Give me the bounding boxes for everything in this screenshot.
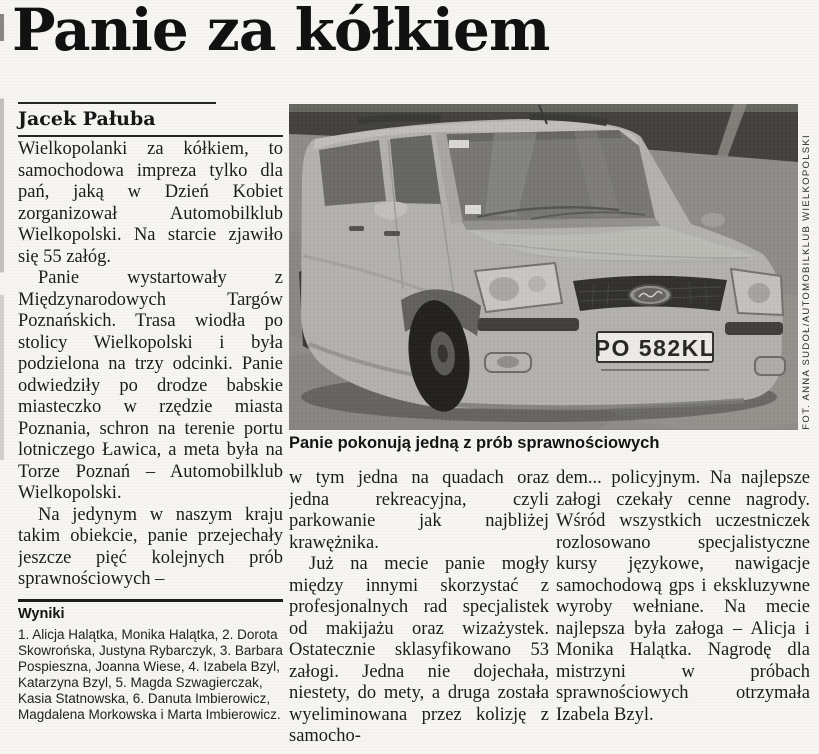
results-entries: 1. Alicja Halątka, Monika Halątka, 2. Dorota Skowrońska, Justyna Rybarczyk, 3. Barbara Pospieszna, Joanna Wiese, 4. Izabela Bzyl, Katarzyna Bzyl, 5. Magda Szwagierczak, Kasia Statnowska, 6. Danuta Imbierowicz, Magdalena Morkowska i Marta Imbierowicz. [18, 626, 283, 722]
article-column-middle [289, 468, 549, 754]
byline-author: Jacek Pałuba [18, 108, 156, 130]
photo-credit: FOT. ANNA SUDOŁ/AUTOMOBILKLUB WIELKOPOLSKI [801, 134, 812, 430]
photo-credit-strip [799, 104, 816, 430]
scan-artifact-edge [0, 14, 4, 460]
paragraph-lead: Wielkopolanki za kółkiem, to samochodowa impreza tylko dla pań, jaką w Dzień Kobiet zorganizował Automobilklub Wielkopolski. Na starcie zjawiło się 55 załóg. [18, 139, 283, 267]
article-headline: Panie za kółkiem [12, 0, 550, 64]
article-photo [289, 104, 798, 430]
photo-caption: Panie pokonują jedną z prób sprawnościowych [289, 434, 660, 452]
paragraph: Na jedynym w naszym kraju takim obiekcie, panie przejechały jeszcze pięć kolejnych prób sprawnościowych – [18, 504, 283, 589]
article-column-left [18, 139, 283, 598]
byline-rule-bottom [18, 135, 283, 137]
car-photo-illustration [289, 104, 798, 430]
paragraph: dem... policyjnym. Na najlepsze załogi czekały cenne nagrody. Wśród wszystkich uczestniczek rozlosowano specjalistyczne kursy językowe, nawigacje samochodową gps i ekskluzywne wyroby wełniane. Na mecie najlepsza była załoga – Alicja i Monika Halątka. Nagrodę dla mistrzyni w próbach sprawnościowych otrzymała Izabela Bzyl. [556, 468, 810, 725]
paragraph: Już na mecie panie mogły między innymi skorzystać z profesjonalnych rad specjalistek od makijażu oraz wizażystek. Ostatecznie sklasyfikowano 53 załogi. Jedna nie dojechała, niestety, do mety, a druga została wyeliminowana przez kolizję z samocho- [289, 554, 549, 746]
results-heading: Wyniki [18, 605, 65, 622]
byline-block [18, 102, 283, 137]
paragraph: w tym jedna na quadach oraz jedna rekreacyjna, czyli parkowanie jak najbliżej krawężnika. [289, 468, 549, 553]
article-column-right [556, 468, 810, 754]
paragraph: Panie wystartowały z Międzynarodowych Targów Poznańskich. Trasa wiodła po stolicy Wielkopolski i była podzielona na trzy odcinki. Panie odwiedziły po drodze babskie miasteczko w rzędzie miasta Poznania, schron na terenie portu lotniczego Ławica, a meta była na Torze Poznań – Automobilklub Wielkopolski. [18, 268, 283, 503]
results-box [18, 599, 283, 723]
